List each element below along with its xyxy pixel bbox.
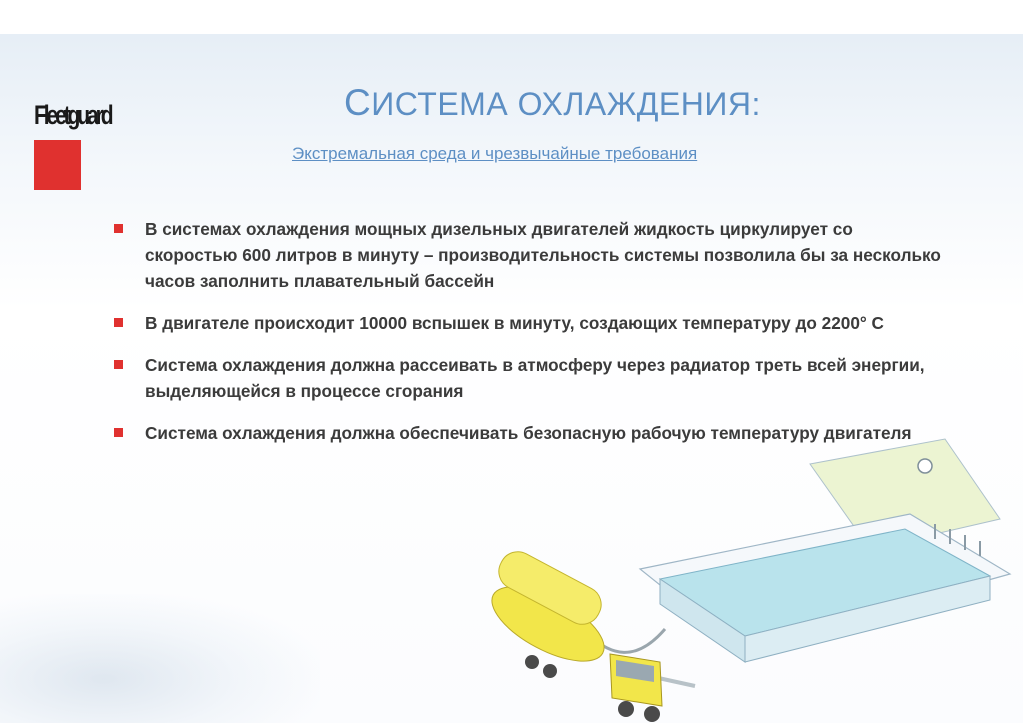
slide-subtitle: Экстремальная среда и чрезвычайные требования: [292, 144, 698, 163]
logo-red-block: [34, 140, 81, 190]
title-rest: ИСТЕМА ОХЛАЖДЕНИЯ:: [371, 86, 761, 122]
slide-title: [344, 82, 804, 124]
bullet-item: [112, 352, 942, 404]
slide: [0, 34, 1023, 723]
bullet-marker-icon: [114, 318, 123, 327]
bullet-marker-icon: [114, 360, 123, 369]
bullet-item: [112, 216, 942, 294]
title-initial: С: [344, 82, 372, 123]
bullet-item: [112, 310, 942, 336]
logo-wordmark: Fleetguard: [34, 100, 111, 130]
pool-and-tanker-illustration: [440, 424, 1023, 723]
bullet-text: В двигателе происходит 10000 вспышек в минуту, создающих температуру до 2200° С: [145, 313, 884, 333]
bullet-marker-icon: [114, 224, 123, 233]
wall-clock-icon: [918, 459, 932, 473]
background-smoke: [0, 594, 320, 723]
bullet-text: Система охлаждения должна обеспечивать безопасную рабочую температуру двигателя: [145, 423, 912, 443]
bullet-text: Система охлаждения должна рассеивать в атмосферу через радиатор треть всей энергии, выделяющейся в процессе сгорания: [145, 355, 925, 401]
bullet-marker-icon: [114, 428, 123, 437]
fleetguard-logo: [34, 98, 158, 192]
bullet-text: В системах охлаждения мощных дизельных двигателей жидкость циркулирует со скоростью 600 литров в минуту – производительность системы позволила бы за несколько часов заполнить плавательный бассейн: [145, 219, 941, 291]
